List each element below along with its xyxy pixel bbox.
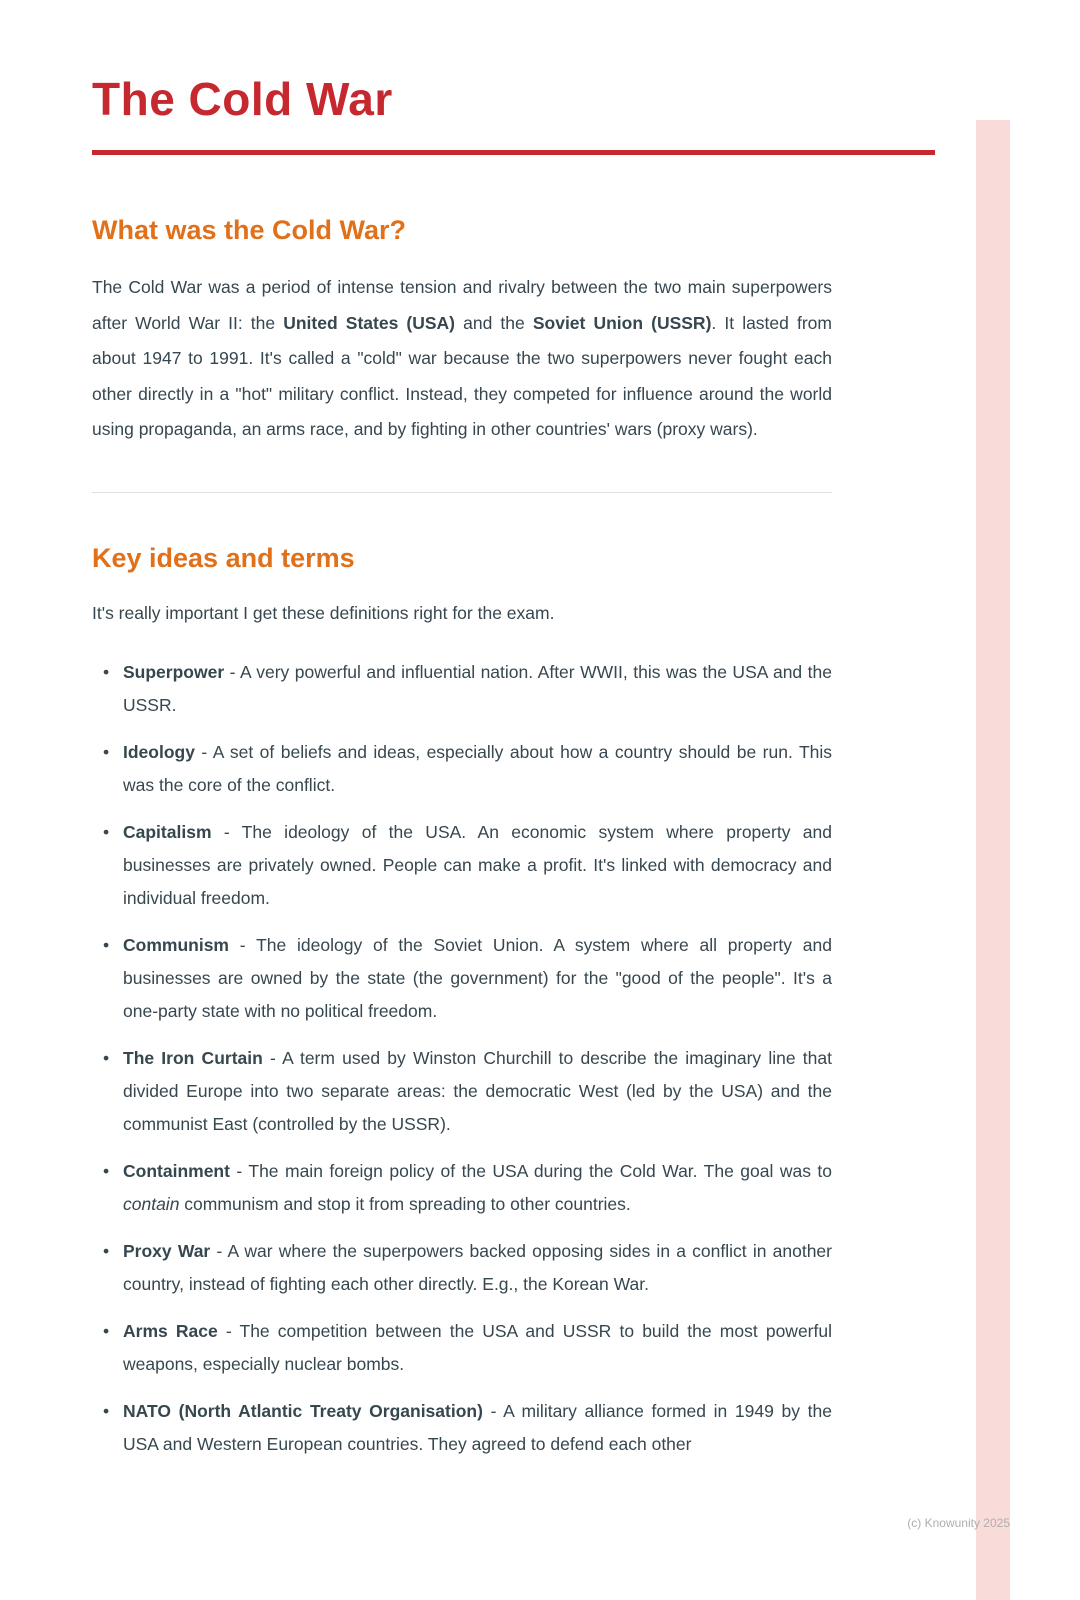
page-title: The Cold War — [92, 73, 393, 125]
key-terms-list — [92, 656, 832, 1461]
term-bold-text: Proxy War — [123, 1240, 211, 1261]
section-key-ideas-and-terms — [92, 543, 832, 1461]
term-bold-text: United States (USA) — [283, 312, 456, 333]
title-divider-rule — [92, 150, 935, 155]
section-heading-key-ideas-and-terms: Key ideas and terms — [92, 542, 355, 573]
list-item — [92, 816, 832, 915]
term-bold-text: Capitalism — [123, 821, 212, 842]
plain-text: - The main foreign policy of the USA during the Cold War. The goal was to — [229, 1160, 832, 1181]
plain-text: - A military alliance formed in 1949 by the USA and Western European countries. They agreed to defend each other — [123, 1400, 832, 1454]
list-item — [92, 929, 832, 1028]
term-bold-text: Communism — [123, 934, 229, 955]
list-item — [92, 1395, 832, 1461]
plain-text: The Cold War was a period of intense tension and rivalry between the two main superpowers after World War II: the — [92, 277, 832, 333]
plain-text: - The ideology of the USA. An economic system where property and businesses are privately owned. People can make a profit. It's linked with democracy and individual freedom. — [123, 821, 832, 908]
plain-text: - A very powerful and influential nation. After WWII, this was the USA and the USSR. — [123, 661, 832, 715]
plain-text: - The competition between the USA and USSR to build the most powerful weapons, especially nuclear bombs. — [123, 1320, 832, 1374]
term-bold-text: Arms Race — [123, 1320, 218, 1341]
term-bold-text: Superpower — [123, 661, 225, 682]
copyright-watermark: (c) Knowunity 2025 — [907, 1516, 1010, 1530]
term-bold-text: NATO (North Atlantic Treaty Organisation) — [123, 1400, 483, 1421]
plain-text: - A term used by Winston Churchill to describe the imaginary line that divided Europe into two separate areas: the democratic West (led by the USA) and the communist East (controlled by the USSR). — [123, 1047, 832, 1134]
intro-paragraph — [92, 270, 832, 448]
list-item — [92, 1042, 832, 1141]
section-divider — [92, 492, 832, 493]
list-item — [92, 656, 832, 722]
page-accent-strip — [976, 120, 1010, 1600]
italic-text: contain — [123, 1193, 180, 1214]
term-bold-text: Containment — [123, 1160, 230, 1181]
plain-text: . It lasted from about 1947 to 1991. It's called a "cold" war because the two superpowers never fought each other directly in a "hot" military conflict. Instead, they competed for influence around the world using propaganda, an arms race, and by fighting in other countries' wars (proxy wars). — [92, 312, 832, 439]
plain-text: communism and stop it from spreading to other countries. — [179, 1193, 631, 1214]
section-what-was-the-cold-war — [92, 215, 832, 448]
plain-text: - A set of beliefs and ideas, especially about how a country should be run. This was the core of the conflict. — [123, 741, 832, 795]
plain-text: - A war where the superpowers backed opposing sides in a conflict in another country, instead of fighting each other directly. E.g., the Korean War. — [123, 1240, 832, 1294]
term-bold-text: Ideology — [123, 741, 195, 762]
plain-text: - The ideology of the Soviet Union. A system where all property and businesses are owned by the state (the government) for the "good of the people". It's a one-party state with no political freedom. — [123, 934, 832, 1021]
plain-text: and the — [455, 312, 533, 333]
list-item — [92, 1235, 832, 1301]
terms-intro-text: It's really important I get these definitions right for the exam. — [92, 602, 555, 623]
list-item — [92, 736, 832, 802]
list-item — [92, 1315, 832, 1381]
term-bold-text: Soviet Union (USSR) — [532, 312, 712, 333]
term-bold-text: The Iron Curtain — [123, 1047, 263, 1068]
list-item — [92, 1155, 832, 1221]
document-content — [92, 72, 832, 1461]
section-heading-what-was-the-cold-war: What was the Cold War? — [92, 215, 407, 245]
